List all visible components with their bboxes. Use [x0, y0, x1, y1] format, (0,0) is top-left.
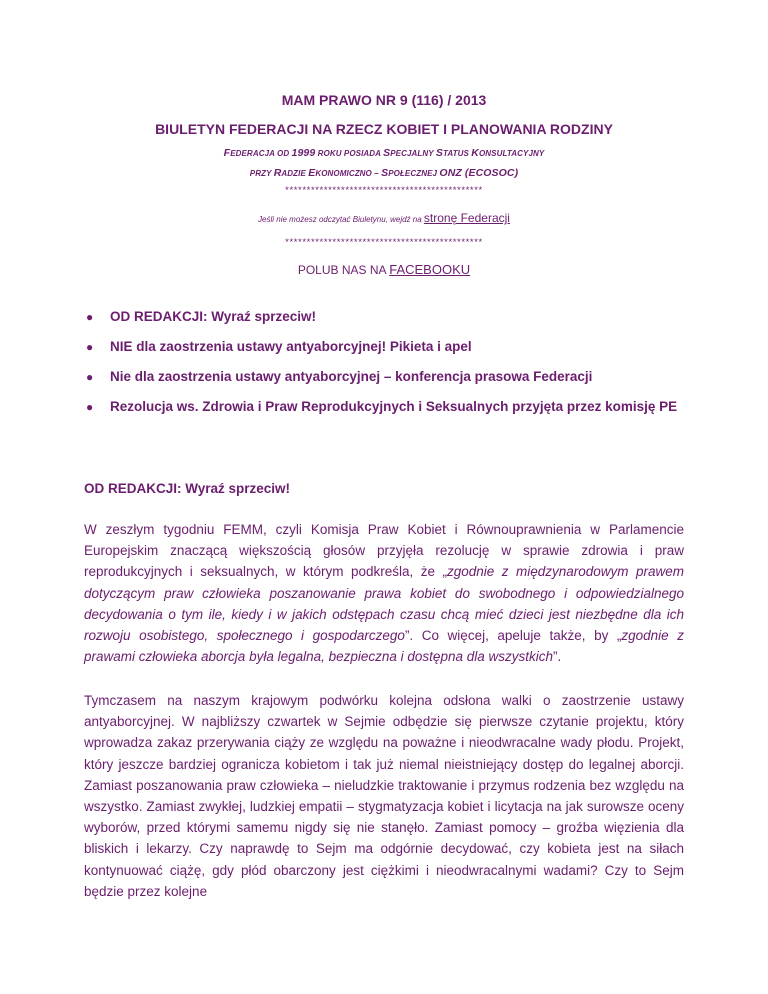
table-of-contents — [84, 302, 704, 422]
bullet-icon: ● — [86, 400, 94, 414]
consultative-status-line-2: PRZY RADZIE EKONOMICZNO – SPOŁECZNEJ ONZ (ECOSOC) — [249, 167, 519, 179]
section-heading: OD REDAKCJI: Wyraź sprzeciw! — [84, 481, 291, 496]
star-divider-top: ********************************************** — [285, 185, 483, 196]
bullet-icon: ● — [86, 340, 94, 354]
toc-item[interactable]: ● Rezolucja ws. Zdrowia i Praw Reprodukcyjnych i Seksualnych przyjęta przez komisję PE — [84, 392, 704, 422]
web-version-note: Jeśli nie możesz odczytać Biuletynu, wejdź na stronę Federacji — [258, 211, 510, 225]
toc-item[interactable]: ● Nie dla zaostrzenia ustawy antyaborcyjnej – konferencja prasowa Federacji — [84, 362, 704, 392]
paragraph-1: W zeszłym tygodniu FEMM, czyli Komisja Praw Kobiet i Równouprawnienia w Parlamencie Europejskim znaczącą większością głosów przyjęła rezolucję w sprawie zdrowia i praw reprodukcyjnych i seksualnych, w którym podkreśla, że „zgodnie z międzynarodowym prawem dotyczącym praw człowieka poszanowanie prawa kobiet do swobodnego i odpowiedzialnego decydowania o tym ile, kiedy i w jakich odstępach czasu chcą mieć dzieci jest niezbędne dla ich rozwoju osobistego, społecznego i gospodarczego”. Co więcej, apeluje także, by „zgodnie z prawami człowieka aborcja była legalna, bezpieczna i dostępna dla wszystkich”. — [84, 522, 684, 665]
toc-item[interactable]: ● OD REDAKCJI: Wyraź sprzeciw! — [84, 302, 704, 332]
toc-item[interactable]: ● NIE dla zaostrzenia ustawy antyaborcyjnej! Pikieta i apel — [84, 332, 704, 362]
bullet-icon: ● — [86, 310, 94, 324]
consultative-status-line-1: FEDERACJA OD 1999 ROKU POSIADA SPECJALNY STATUS KONSULTACYJNY — [223, 147, 545, 159]
bullet-icon: ● — [86, 370, 94, 384]
facebook-link[interactable]: FACEBOOKU — [389, 262, 471, 277]
paragraph-2: Tymczasem na naszym krajowym podwórku kolejna odsłona walki o zaostrzenie ustawy antyaborcyjnej. W najbliższy czwartek w Sejmie odbędzie się pierwsze czytanie projektu, który wprowadza zakaz przerywania ciąży ze względu na poważne i nieodwracalne wady płodu. Projekt, który jeszcze bardziej ogranicza kobietom i tak już niemal nieistniejący dostęp do legalnej aborcji. Zamiast poszanowania praw człowieka – nieludzkie traktowanie i przymus rodzenia bez względu na wszystko. Zamiast zwykłej, ludzkiej empatii – stygmatyzacja kobiet i licytacja na jak surowsze oceny wyborów, przed którymi samemu nigdy się nie stanęło. Zamiast pomocy – groźba więzienia dla bliskich i lekarzy. Czy naprawdę to Sejm ma odgórnie decydować, czy kobieta jest na siłach kontynuować ciążę, gdy płód obarczony jest ciężkimi i nieodwracalnymi wadami? Czy to Sejm będzie przez kolejne — [84, 693, 684, 899]
bulletin-subtitle: BIULETYN FEDERACJI NA RZECZ KOBIET I PLANOWANIA RODZINY — [155, 121, 613, 137]
star-divider-bottom: ********************************************** — [285, 237, 483, 248]
bulletin-title: MAM PRAWO NR 9 (116) / 2013 — [281, 92, 487, 108]
facebook-line: POLUB NAS NA FACEBOOKU — [297, 262, 471, 277]
federation-site-link[interactable]: stronę Federacji — [423, 211, 510, 225]
